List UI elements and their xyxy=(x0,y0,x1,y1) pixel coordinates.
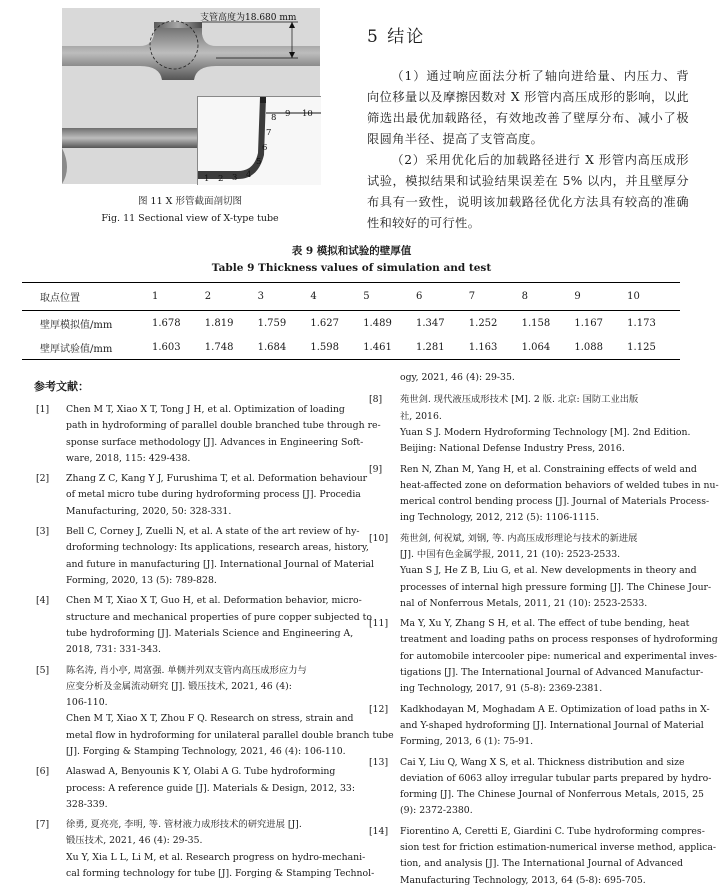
table-header-cell: 3 xyxy=(258,283,311,311)
reference-line: 徐勇, 夏亮亮, 李明, 等. 管材液力成形技术的研究进展 [J]. xyxy=(66,819,302,831)
section-title-conclusions: 5 结论 xyxy=(367,27,426,47)
reference-line: sponse surface methodology [J]. Advances in Engineering Soft- xyxy=(66,436,364,448)
reference-line: Beijing: National Defense Industry Press, 2016. xyxy=(400,443,625,455)
reference-entry xyxy=(369,824,717,889)
reference-number: [10] xyxy=(369,532,389,544)
reference-text xyxy=(400,531,712,612)
reference-number: [9] xyxy=(369,463,383,475)
reference-line: [J]. 中国有色金属学报, 2011, 21 (10): 2523-2533. xyxy=(400,548,621,560)
reference-line: tube hydroforming [J]. Materials Science and Engineering A, xyxy=(66,627,354,639)
table-header-cell: 7 xyxy=(469,283,522,311)
reference-entry xyxy=(369,702,710,751)
inset-point-6: 6 xyxy=(262,143,268,153)
reference-number: [5] xyxy=(36,664,50,676)
reference-line: structure and mechanical properties of pure copper subjected to xyxy=(66,611,372,623)
reference-line: 2018, 731: 331-343. xyxy=(66,644,161,656)
inset-point-9: 9 xyxy=(285,109,291,119)
reference-line: [J]. Forging & Stamping Technology, 2021, 46 (4): 106-110. xyxy=(66,745,346,757)
reference-line: for automobile intercooler pipe: numerical and experimental inves- xyxy=(400,650,718,662)
table-cell: 壁厚试验值/mm xyxy=(22,335,152,360)
reference-number: [6] xyxy=(36,766,50,778)
inset-point-2: 2 xyxy=(218,174,224,184)
table-cell: 1.598 xyxy=(310,335,363,360)
conclusion-paragraph-1: （1）通过响应面法分析了轴向进给量、内压力、背向位移量以及摩擦因数对 X 形管内高压成形的影响，以此筛选出最优加载路径，有效地改善了壁厚分布、减小了极限圆角半径、提高了支管高度。 xyxy=(367,69,689,146)
table-cell: 1.064 xyxy=(522,335,575,360)
table-header-cell: 8 xyxy=(522,283,575,311)
reference-text xyxy=(400,702,710,751)
reference-number: [3] xyxy=(36,526,50,538)
reference-number: [11] xyxy=(369,618,389,630)
reference-entry xyxy=(369,531,712,613)
table-cell: 壁厚模拟值/mm xyxy=(40,319,113,331)
reference-line: tigations [J]. The International Journal of Advanced Manufactur- xyxy=(400,667,704,679)
reference-number: [1] xyxy=(36,404,50,415)
table-caption-zh: 表 9 模拟和试验的壁厚值 xyxy=(291,245,412,257)
reference-line: merical control bending process [J]. Journal of Materials Process- xyxy=(400,496,710,508)
reference-line: Chen M T, Xiao X T, Tong J H, et al. Optimization of loading xyxy=(66,404,345,415)
reference-line: 锻压技术, 2021, 46 (4): 29-35. xyxy=(66,835,203,847)
reference-line: Chen M T, Xiao X T, Guo H, et al. Deformation behavior, micro- xyxy=(66,595,362,607)
reference-line: path in hydroforming of parallel double branched tube through re- xyxy=(66,420,381,432)
reference-text xyxy=(400,616,718,697)
table-cell: 1.748 xyxy=(205,335,258,360)
inset-point-5: 5 xyxy=(256,157,262,167)
table-header-row xyxy=(22,283,680,311)
reference-line: cal forming technology for tube [J]. Forging & Stamping Technol- xyxy=(66,868,375,880)
reference-line: Ren N, Zhan M, Yang H, et al. Constraining effects of weld and xyxy=(400,463,697,475)
reference-entry xyxy=(36,817,375,882)
reference-line: Yuan S J, He Z B, Liu G, et al. New developments in theory and xyxy=(400,565,697,577)
inset-point-4: 4 xyxy=(246,170,252,180)
reference-number: [4] xyxy=(36,595,50,607)
reference-line: and future in manufacturing [J]. International Journal of Material xyxy=(66,558,374,570)
table-cell: 1.163 xyxy=(469,335,522,360)
table-cell: 1.489 xyxy=(363,317,392,329)
reference-entry xyxy=(369,370,675,386)
figure-x-tube-section xyxy=(62,8,320,184)
table-cell: 1.603 xyxy=(152,335,205,360)
table-row xyxy=(22,335,680,360)
reference-line: Bell C, Corney J, Zuelli N, et al. A state of the art review of hy- xyxy=(66,526,360,538)
table-cell: 1.678 xyxy=(152,317,181,329)
reference-line: Manufacturing Technology, 2013, 64 (5-8): 695-705. xyxy=(400,874,646,886)
reference-line: Xu Y, Xia L L, Li M, et al. Research progress on hydro-mechani- xyxy=(66,851,366,863)
reference-line: 苑世剑, 何祝斌, 刘钢, 等. 内高压成形理论与技术的新进展 xyxy=(400,532,638,544)
reference-line: ogy, 2021, 46 (4): 29-35. xyxy=(400,372,515,383)
reference-line: ware, 2018, 115: 429-438. xyxy=(66,452,191,464)
reference-entry xyxy=(369,755,712,820)
figure-caption-en: Fig. 11 Sectional view of X-type tube xyxy=(101,213,279,224)
reference-number: [13] xyxy=(369,756,389,768)
reference-line: Kadkhodayan M, Moghadam A E. Optimization of load paths in X- xyxy=(400,703,710,715)
reference-line: Alaswad A, Benyounis K Y, Olabi A G. Tube hydroforming xyxy=(66,766,336,778)
reference-line: 106-110. xyxy=(66,697,108,709)
reference-entry xyxy=(36,524,374,589)
figure-inset-detail xyxy=(197,96,321,185)
reference-line: Fiorentino A, Ceretti E, Giardini C. Tube hydroforming compres- xyxy=(400,825,705,837)
inset-point-10: 10 xyxy=(302,109,313,119)
table-row xyxy=(22,311,680,336)
reference-entry xyxy=(369,392,691,457)
table-cell: 1.684 xyxy=(258,335,311,360)
reference-line: 328-339. xyxy=(66,798,108,810)
table-cell: 1.158 xyxy=(521,317,551,329)
reference-line: ing Technology, 2017, 91 (5-8): 2369-2381. xyxy=(400,683,603,695)
reference-line: process: A reference guide [J]. Materials & Design, 2012, 33: xyxy=(66,782,355,794)
reference-line: nal of Nonferrous Metals, 2011, 21 (10): 2523-2533. xyxy=(400,597,648,609)
reference-line: Chen M T, Xiao X T, Zhou F Q. Research on stress, strain and xyxy=(66,713,354,725)
table-cell: 1.173 xyxy=(627,317,656,329)
table-header-cell: 2 xyxy=(205,283,258,311)
branch-height-label: 支管高度为18.680 mm xyxy=(200,13,297,23)
reference-number: [2] xyxy=(36,473,50,485)
reference-line: metal flow in hydroforming for unilateral parallel double branch tube xyxy=(66,729,394,741)
references-title: 参考文献： xyxy=(34,380,89,393)
table-header-cell: 5 xyxy=(363,283,416,311)
reference-number: [12] xyxy=(369,703,389,715)
reference-text xyxy=(66,402,381,467)
reference-number: [8] xyxy=(369,394,383,406)
reference-line: 应变分析及金属流动研究 [J]. 锻压技术, 2021, 46 (4): xyxy=(66,680,292,692)
table-cell: 1.461 xyxy=(363,335,416,360)
conclusion-paragraph-2: （2）采用优化后的加载路径进行 X 形管内高压成形试验，模拟结果和试验结果误差在 5% 以内，并且壁厚分布具有一致性，说明该加载路径优化方法具有较高的准确性和较好的可行性。 xyxy=(367,153,689,230)
reference-entry xyxy=(36,402,381,467)
reference-entry xyxy=(36,764,355,813)
reference-text xyxy=(66,524,374,589)
table-header-cell: 10 xyxy=(627,283,680,311)
reference-text xyxy=(400,370,675,386)
reference-text xyxy=(400,462,719,527)
inset-point-8: 8 xyxy=(271,113,277,123)
thickness-table xyxy=(22,282,680,360)
reference-entry xyxy=(36,471,368,520)
reference-line: Forming, 2020, 13 (5): 789-828. xyxy=(66,574,217,586)
reference-line: processes of internal high pressure forming [J]. The Chinese Jour- xyxy=(400,581,712,593)
inset-point-1: 1 xyxy=(204,174,210,184)
table-cell: 1.759 xyxy=(257,317,287,329)
table-cell: 1.167 xyxy=(574,317,604,329)
reference-text xyxy=(66,593,372,658)
table-cell: 1.088 xyxy=(574,335,627,360)
table-header-cell: 1 xyxy=(152,283,205,311)
reference-text xyxy=(400,824,717,889)
table-cell: 1.347 xyxy=(415,317,445,329)
table-header-cell: 6 xyxy=(416,283,469,311)
reference-line: Manufacturing, 2020, 50: 328-331. xyxy=(66,505,232,517)
reference-line: ing Technology, 2012, 212 (5): 1106-1115. xyxy=(400,512,600,524)
reference-line: forming [J]. The Chinese Journal of Nonferrous Metals, 2015, 25 xyxy=(400,789,704,801)
reference-line: Zhang Z C, Kang Y J, Furushima T, et al. Deformation behaviour xyxy=(66,473,368,485)
reference-line: of metal micro tube during hydroforming process [J]. Procedia xyxy=(66,489,361,501)
reference-line: tion, and analysis [J]. The International Journal of Advanced xyxy=(400,858,683,870)
reference-line: 社, 2016. xyxy=(400,410,442,422)
reference-entry xyxy=(36,593,372,658)
table-cell: 1.819 xyxy=(204,317,234,329)
reference-line: deviation of 6063 alloy irregular tubular parts prepared by hydro- xyxy=(400,772,712,784)
reference-text xyxy=(66,471,368,520)
reference-line: (9): 2372-2380. xyxy=(400,805,473,817)
reference-line: 陈名涛, 肖小亭, 周富强. 单侧并列双支管内高压成形应力与 xyxy=(66,664,307,676)
table-header-cell: 9 xyxy=(574,283,627,311)
table-cell: 1.252 xyxy=(468,317,498,329)
reference-number: [14] xyxy=(369,825,389,837)
inset-point-7: 7 xyxy=(266,128,272,138)
inset-point-3: 3 xyxy=(232,173,238,183)
reference-line: Cai Y, Liu Q, Wang X S, et al. Thickness distribution and size xyxy=(400,756,685,768)
reference-line: treatment and loading paths on process responses of hydroforming xyxy=(400,634,718,646)
table-header-cell: 4 xyxy=(310,283,363,311)
table-cell: 1.627 xyxy=(310,317,340,329)
reference-text xyxy=(400,392,691,457)
reference-line: 苑世剑. 现代液压成形技术 [M]. 2 版. 北京: 国防工业出版 xyxy=(400,394,639,406)
reference-entry xyxy=(369,462,719,527)
reference-line: Forming, 2013, 6 (1): 75-91. xyxy=(400,736,534,748)
reference-line: heat-affected zone on deformation behaviors of welded tubes in nu- xyxy=(400,479,719,491)
reference-text xyxy=(400,755,712,820)
reference-entry xyxy=(369,616,718,698)
reference-line: sion test for friction estimation-numerical inverse method, applica- xyxy=(400,842,717,854)
table-cell: 1.281 xyxy=(416,335,469,360)
table-caption-en: Table 9 Thickness values of simulation and test xyxy=(211,262,492,274)
reference-line: Yuan S J. Modern Hydroforming Technology [M]. 2nd Edition. xyxy=(400,426,691,438)
reference-line: Ma Y, Xu Y, Zhang S H, et al. The effect of tube bending, heat xyxy=(400,618,690,630)
figure-caption-zh: 图 11 X 形管截面剖切图 xyxy=(138,196,242,207)
table-header-cell: 取点位置 xyxy=(22,283,152,311)
reference-line: droforming technology: Its applications, research areas, history, xyxy=(66,542,369,554)
table-cell: 1.125 xyxy=(627,335,680,360)
reference-number: [7] xyxy=(36,819,50,831)
reference-text xyxy=(66,817,375,882)
reference-line: and Y-shaped hydroforming [J]. International Journal of Material xyxy=(400,719,704,731)
reference-text xyxy=(66,764,355,813)
